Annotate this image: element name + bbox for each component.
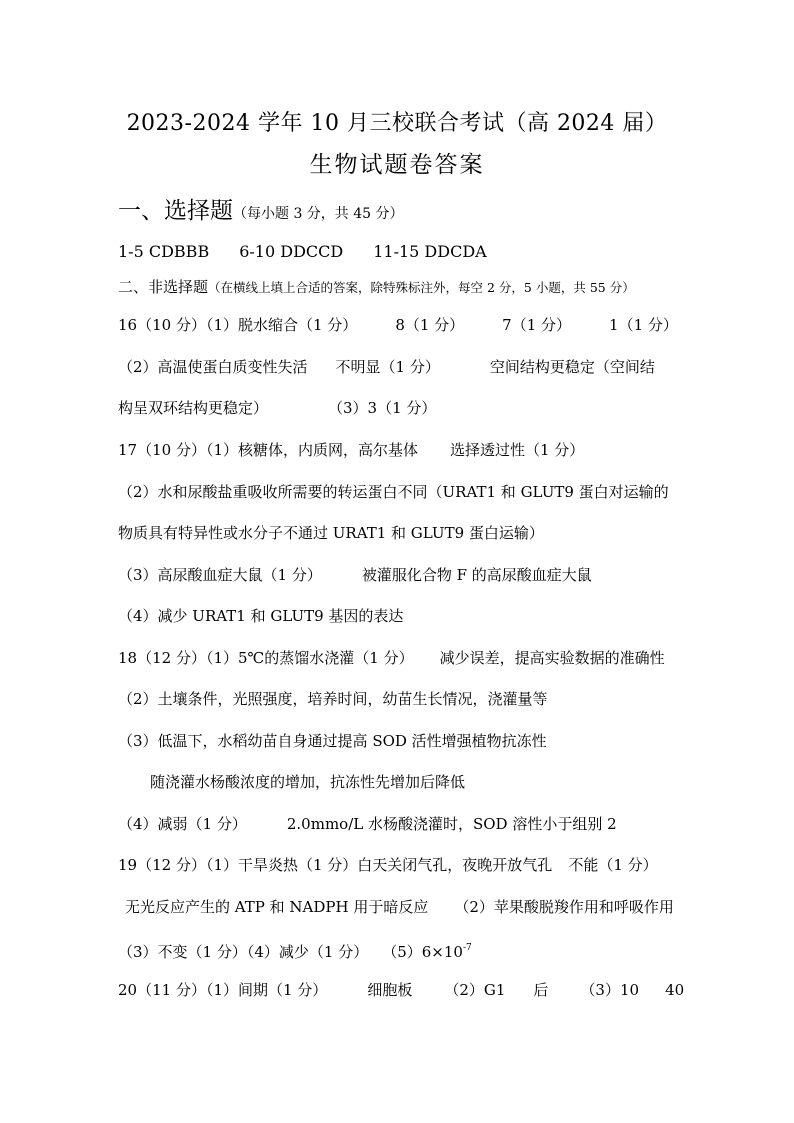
q16-line2 — [118, 357, 655, 377]
section2-heading-line — [118, 277, 635, 298]
q19-line1 — [118, 855, 658, 875]
answer-text: 18（12 分）（1）5℃的蒸馏水浇灌（1 分） — [118, 649, 414, 667]
answer-text: 构呈双环结构更稳定） — [118, 399, 269, 417]
q17-line4 — [118, 565, 592, 585]
section1-heading: 一、选择题 — [118, 198, 233, 224]
answer-text: （3）高尿酸血症大鼠（1 分） — [118, 566, 322, 584]
q17-line5: （4）减少 URAT1 和 GLUT9 基因的表达 — [118, 607, 404, 625]
answer-text: 40 — [665, 981, 685, 999]
section2-note: （在横线上填上合适的答案，除特殊标注外，每空 2 分，5 小题，共 55 分） — [208, 280, 635, 295]
answer-text: 选择透过性（1 分） — [450, 441, 585, 459]
answer-text: 空间结构更稳定（空间结 — [489, 358, 655, 376]
answer-text: （5）6×10 — [382, 943, 463, 961]
answer-text: 细胞板 — [367, 981, 413, 999]
answer-text: （2）高温使蛋白质变性失活 — [118, 358, 308, 376]
answer-text: 后 — [533, 981, 549, 999]
answer-text: 减少误差，提高实验数据的准确性 — [439, 649, 665, 667]
answer-text: 7（1 分） — [502, 316, 572, 334]
q18-line4: 随浇灌水杨酸浓度的增加，抗冻性先增加后降低 — [150, 773, 466, 791]
answer-text: （3）10 — [580, 981, 640, 999]
section1-heading-line — [118, 196, 404, 229]
answer-text: （3）不变（1 分）（4）减少（1 分） — [118, 943, 369, 961]
answer-text: 2.0mmo/L 水杨酸浇灌时，SOD 溶性小于组别 2 — [286, 815, 617, 833]
q18-line1 — [118, 648, 665, 668]
answer-text: 无光反应产生的 ATP 和 NADPH 用于暗反应 — [125, 898, 429, 916]
q19-line2 — [125, 897, 674, 917]
q18-line2: （2）土壤条件，光照强度，培养时间，幼苗生长情况，浇灌量等 — [118, 690, 548, 708]
answer-text: 20（11 分）（1）间期（1 分） — [118, 981, 328, 999]
answer-text: 17（10 分）（1）核糖体，内质网，高尔基体 — [118, 441, 418, 459]
answer-group: 1-5 CDBBB — [118, 242, 210, 261]
q16-line1 — [118, 315, 678, 335]
answer-text: 1（1 分） — [609, 316, 678, 334]
q19-line3 — [118, 938, 472, 962]
q18-line3: （3）低温下，水稻幼苗自身通过提高 SOD 活性增强植物抗冻性 — [118, 732, 547, 750]
answer-text: 8（1 分） — [395, 316, 465, 334]
page-subtitle: 生物试题卷答案 — [309, 152, 485, 178]
answer-group: 6-10 DDCCD — [239, 242, 344, 261]
answer-text: （4）减弱（1 分） — [118, 815, 247, 833]
exponent: -7 — [462, 943, 472, 953]
q16-line3 — [118, 398, 436, 418]
answer-text: （2）G1 — [444, 981, 506, 999]
q17-line2: （2）水和尿酸盐重吸收所需要的转运蛋白不同（URAT1 和 GLUT9 蛋白对运输的 — [118, 483, 669, 501]
section2-heading: 二、非选择题 — [118, 278, 209, 296]
answer-text: 不能（1 分） — [568, 856, 658, 874]
choice-answers — [118, 242, 487, 262]
answer-text: 16（10 分）（1）脱水缩合（1 分） — [118, 316, 358, 334]
q17-line3: 物质具有特异性或水分子不通过 URAT1 和 GLUT9 蛋白运输） — [118, 524, 544, 542]
page-title: 2023-2024 学年 10 月三校联合考试（高 2024 届） — [126, 111, 668, 136]
answer-text: 不明显（1 分） — [335, 358, 440, 376]
answer-group: 11-15 DDCDA — [373, 242, 487, 261]
q18-line5 — [118, 814, 617, 834]
q17-line1 — [118, 440, 584, 460]
answer-text: 被灌服化合物 F 的高尿酸血症大鼠 — [361, 566, 592, 584]
section1-note: （每小题 3 分，共 45 分） — [233, 206, 404, 222]
answer-text: 19（12 分）（1）干旱炎热（1 分）白天关闭气孔，夜晚开放气孔 — [118, 856, 553, 874]
answer-text: （3）3（1 分） — [328, 399, 437, 417]
answer-text: （2）苹果酸脱羧作用和呼吸作用 — [454, 898, 674, 916]
q20-line1 — [118, 980, 684, 1000]
